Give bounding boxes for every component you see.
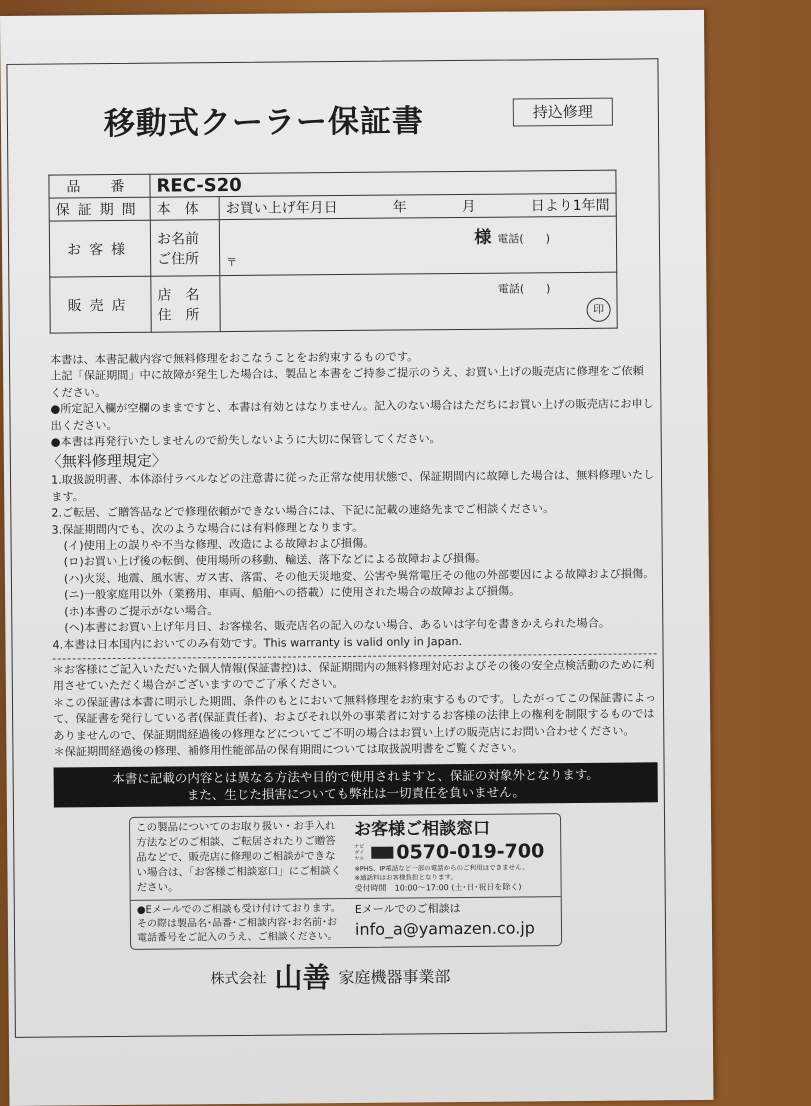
contact-description: この製品についてのお取り扱い・お手入れ方法などのご相談、ご転居されたりご贈答品などで、販売店に修理のご相談ができない場合は、「お客様ご相談窓口」にご相談ください。 <box>136 820 342 895</box>
page-title: 移動式クーラー保証書 <box>103 103 425 143</box>
period-label: 保証期間 <box>49 197 150 221</box>
customer-field[interactable] <box>219 216 616 275</box>
address-label: ご住所 <box>157 250 200 268</box>
business-hours: 受付時間 10:00〜17:00 (土･日･祝日を除く) <box>354 882 522 894</box>
repair-type-badge: 持込修理 <box>513 98 613 127</box>
postal-mark: 〒 <box>226 255 238 270</box>
sub-rule-item: (ニ)一般家庭用以外（業務用、車両、船舶への搭載）に使用された場合の故障および損傷。 <box>64 584 521 602</box>
sub-rule-item: (ヘ)本書にお買い上げ年月日、お客様名、販売店名の記入のない場合、あるいは字句を書きかえられた場合。 <box>64 616 611 635</box>
warranty-card <box>0 10 713 1106</box>
email-description: ●Eメールでのご相談も受け付けております。その際は製品名･品番･ご相談内容･お名前･お電話番号をご記入のうえ、ご相談ください。 <box>131 898 349 949</box>
rules-heading: 〈無料修理規定〉 <box>46 451 167 472</box>
model-label: 品 番 <box>49 174 150 198</box>
name-label: お名前 <box>156 230 200 248</box>
email-contact <box>349 896 561 947</box>
phone-note: ※PHS、IP電話など一部の電話からのご利用はできません。 <box>354 863 529 874</box>
purchase-date-label: お買い上げ年月日 <box>225 200 338 218</box>
note-item: ＊お客様にご記入いただいた個人情報(保証書控)は、保証期間内の無料修理対応およびその後の安全点検活動のために利用させていただく場合がございますのでご了承ください。 <box>52 658 655 693</box>
company-prefix: 株式会社 <box>210 970 267 988</box>
rule-item: 4.本書は日本国内においてのみ有効です。This warranty is valid only in Japan. <box>52 634 463 652</box>
rule-item: 2.ご転居、ご贈答品などで修理依頼ができない場合には、下記に記載の連絡先までご相談ください。 <box>51 502 555 520</box>
sub-rule-item: (ハ)火災、地震、風水害、ガス害、落雷、その他天災地変、公害や異常電圧その他の外部要因による故障および損傷。 <box>63 567 655 586</box>
contact-heading: お客様ご相談窓口 <box>354 819 491 841</box>
intro-line: ●所定記入欄が空欄のままですと、本書は有効とはなりません。記入のない場合はただちにお買い上げの販売店にお申し出ください。 <box>50 397 654 433</box>
navi-dial-icon <box>371 847 393 859</box>
contact-phone[interactable]: 0570-019-700 <box>396 840 545 864</box>
sub-rule-item: (ロ)お買い上げ後の転倒、使用場所の移動、輸送、落下などによる故障および損傷。 <box>63 552 487 569</box>
store-phone-row <box>226 279 610 298</box>
phone-note: ※通話料はお客様負担となります。 <box>354 873 458 883</box>
company-logo: 山善 <box>274 961 331 995</box>
year-label: 年 <box>392 199 407 216</box>
store-field[interactable] <box>220 272 617 331</box>
customer-phone-label: 電話( ) <box>497 232 551 246</box>
honorific: 様 <box>474 227 492 248</box>
disclaimer-banner <box>54 763 658 808</box>
rule-item: 1.取扱説明書、本体添付ラベルなどの注意書に従った正常な使用状態で、保証期間内に故障した場合は、無料修理いたします。 <box>50 468 655 504</box>
contact-box <box>129 813 562 950</box>
navi-dial-label: ナビダイヤル <box>354 844 365 863</box>
email-address[interactable]: info_a@yamazen.co.jp <box>354 918 536 940</box>
customer-name-row <box>226 222 610 250</box>
customer-label: お客様 <box>49 220 150 277</box>
customer-sub <box>150 220 219 277</box>
store-phone-label: 電話( ) <box>497 281 551 296</box>
period-sub: 本 体 <box>150 197 219 221</box>
page-frame <box>6 58 666 1038</box>
intro-line: ●本書は再発行いたしませんので紛失しないように大切に保管してください。 <box>50 432 441 449</box>
store-label: 販売店 <box>50 276 151 333</box>
disclaimer-line: また、生じた損害についても弊社は一切責任を負いません。 <box>186 784 525 803</box>
note-item: ＊保証期間経過後の修理、補修用性能部品の保有期間については取扱説明書をご覧ください。 <box>53 741 524 759</box>
company-division: 家庭機器事業部 <box>338 967 451 988</box>
sub-rule-item: (ホ)本書のご提示がない場合。 <box>64 603 219 619</box>
store-sub <box>151 276 220 333</box>
intro-line: 上記「保証期間」中に故障が発生した場合は、製品と本書をご持参ご提示のうえ、お買い上げの販売店に修理をご依頼ください。 <box>50 364 644 400</box>
terms-section <box>46 347 660 997</box>
company-name <box>210 960 659 996</box>
warranty-form <box>48 170 617 334</box>
rule-item: 3.保証期間内でも、次のような場合には有料修理となります。 <box>51 520 364 537</box>
note-item: ＊この保証書は本書に明示した期間、条件のもとにおいて無料修理をお約束するものです。したがってこの保証書によって、保証書を発行している者(保証責任者)、およびそれ以外の事業者に対するお客様の法律上の権利を制限するものではありませんので、保証期間経過後の修理などについてご不明の場合はお買い上げの販売店にお問い合わせください。 <box>52 691 657 743</box>
model-value: REC-S20 <box>150 170 616 197</box>
store-address-label: 住 所 <box>157 306 200 324</box>
contact-center <box>348 814 561 898</box>
store-name-label: 店 名 <box>157 286 200 304</box>
seal-row <box>226 297 610 324</box>
month-label: 月 <box>461 198 476 215</box>
purchase-date-row <box>226 195 610 218</box>
purchase-date-field[interactable] <box>219 193 616 219</box>
email-label: Eメールでのご相談は <box>354 902 461 917</box>
period-end: 日より1年間 <box>530 197 610 215</box>
intro-line: 本書は、本書記載内容で無料修理をおこなうことをお約束するものです。 <box>49 350 419 367</box>
sub-rule-item: (イ)使用上の誤りや不当な修理、改造による故障および損傷。 <box>63 536 375 553</box>
seal-icon: 印 <box>586 297 610 321</box>
disclaimer-line: 本書に記載の内容とは異なる方法や目的で使用されますと、保証の対象外となります。 <box>112 767 599 787</box>
